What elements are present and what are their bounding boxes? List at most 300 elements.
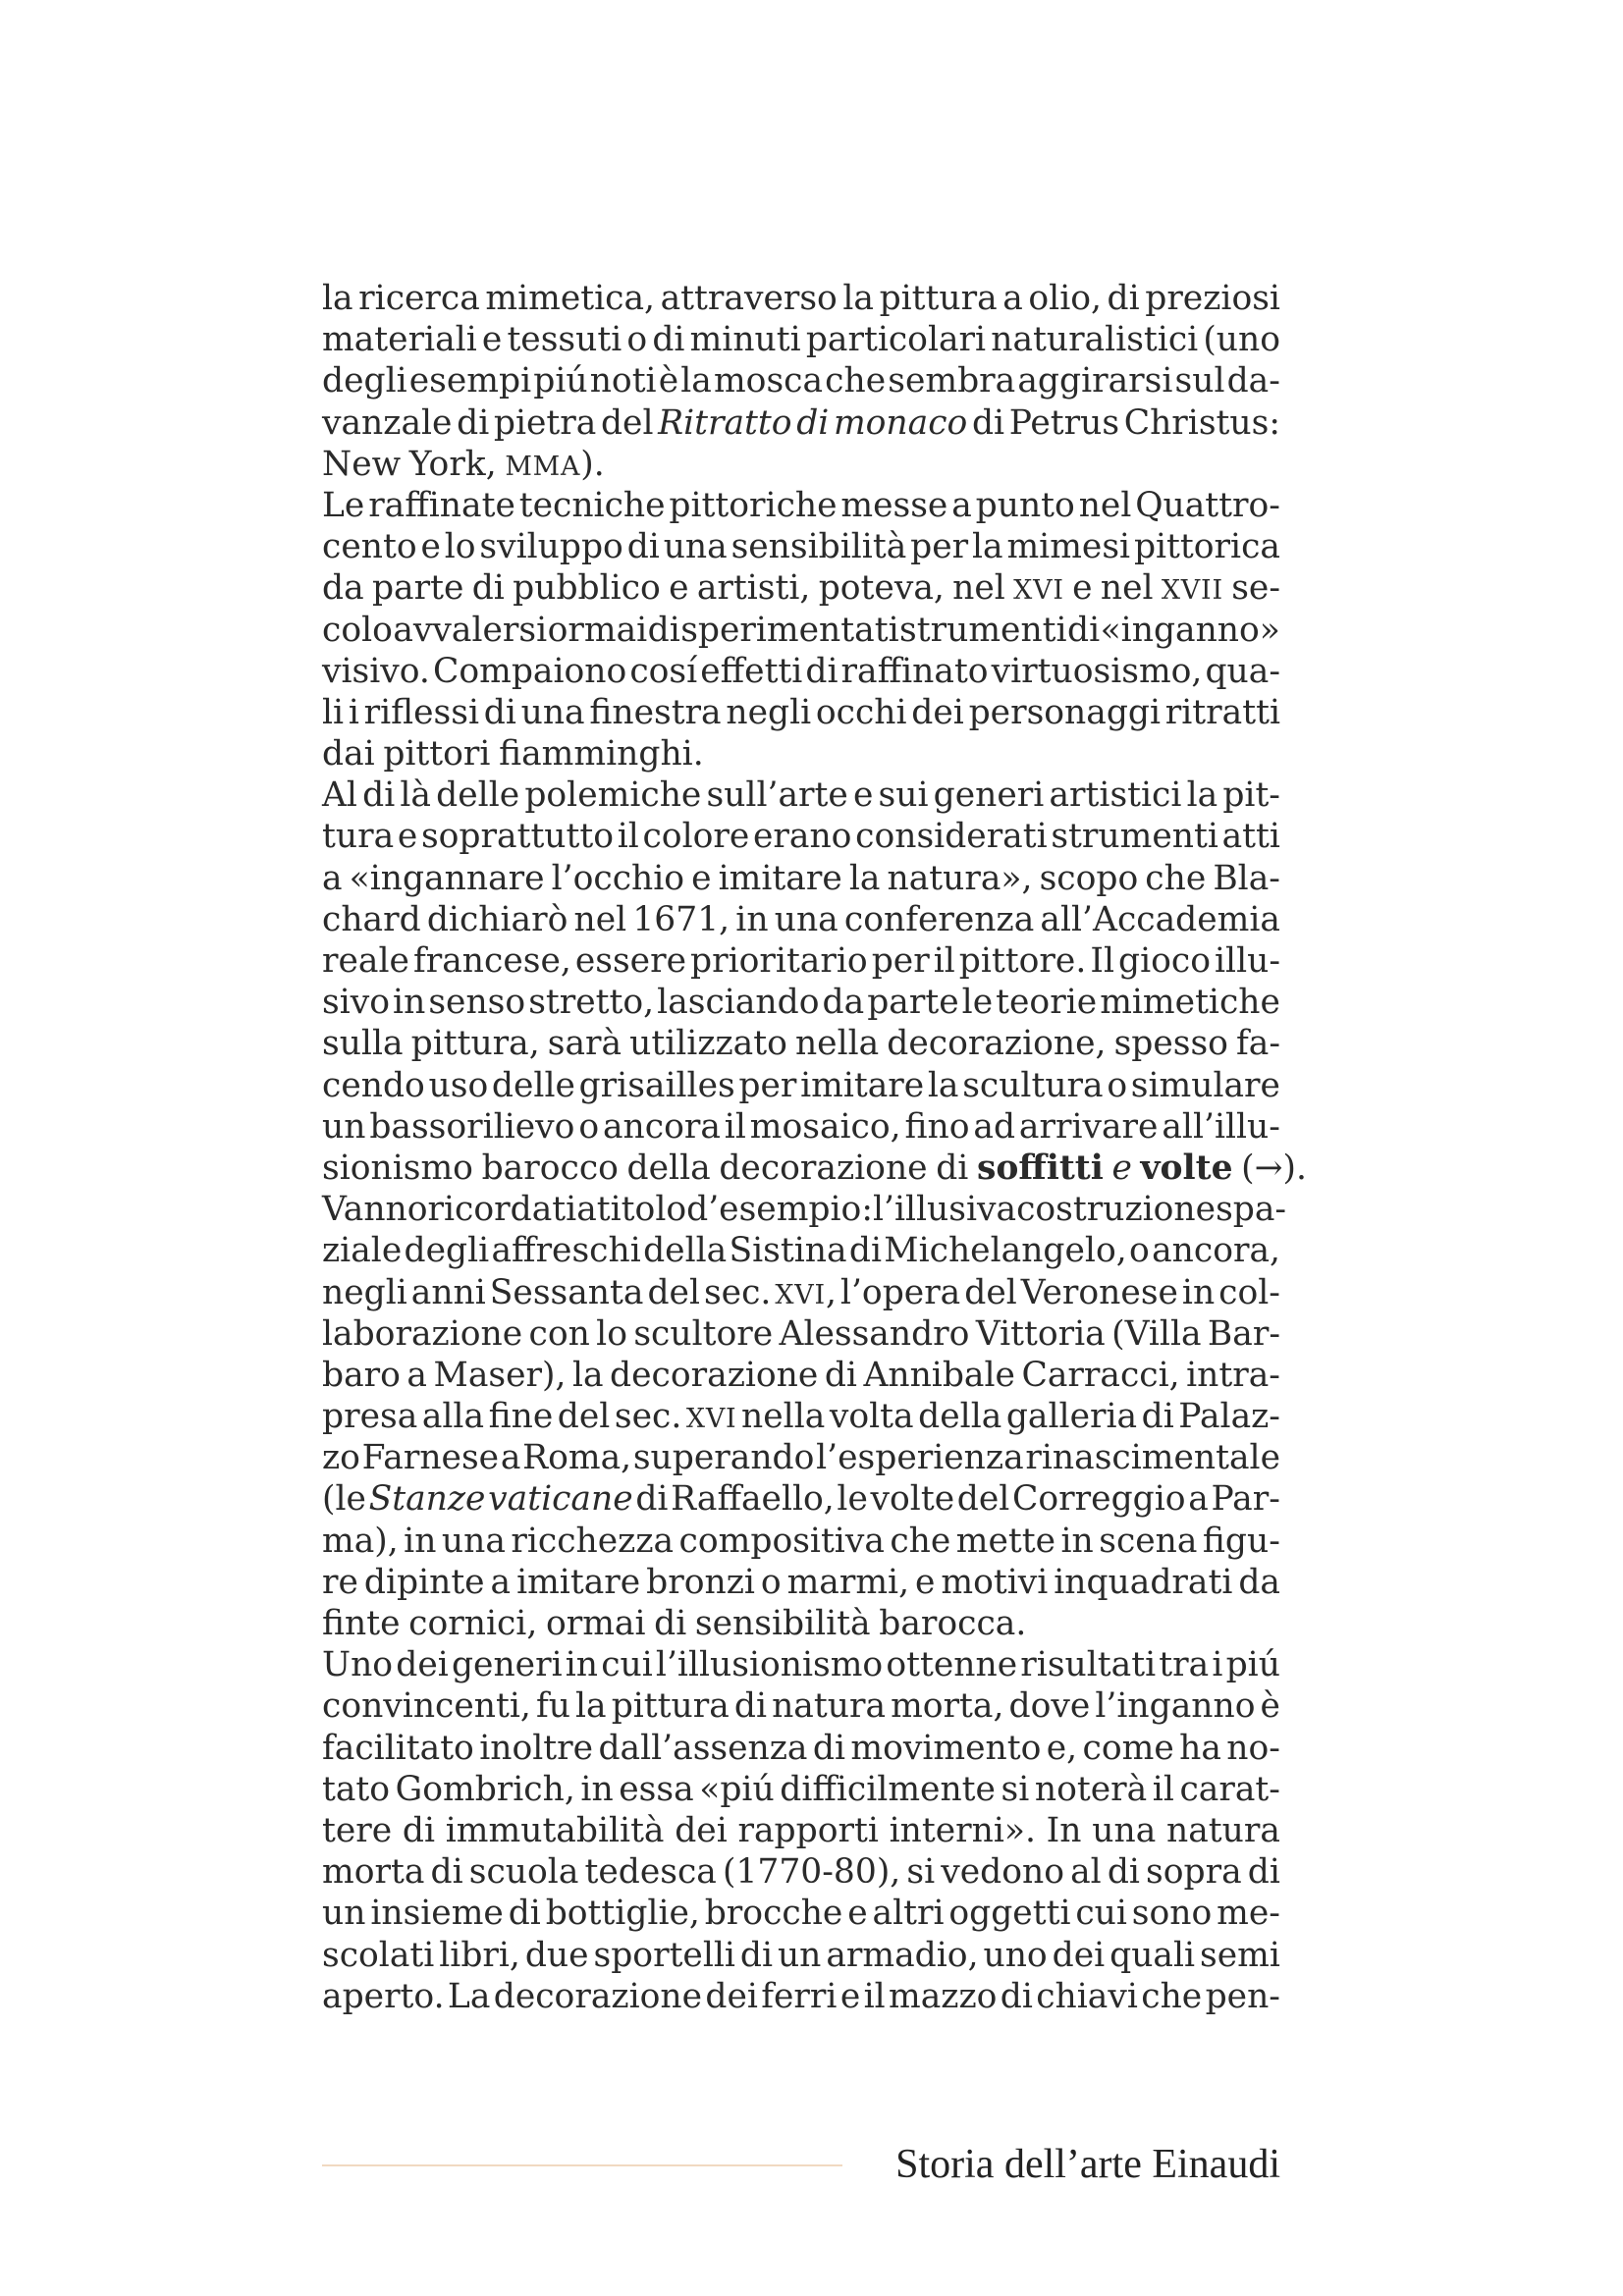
text-run: aggirarsi <box>1017 361 1173 401</box>
word <box>847 1893 867 1934</box>
text-run: pittura <box>611 1686 730 1727</box>
word <box>1132 1893 1212 1934</box>
word <box>422 1396 484 1437</box>
word <box>1146 1851 1242 1893</box>
text-run: fa- <box>1236 1024 1280 1064</box>
word <box>393 610 547 651</box>
text-run: d’esempio: <box>686 1190 873 1230</box>
text-run: presa <box>322 1397 418 1437</box>
text-run: di <box>471 568 505 609</box>
text-run: mosca <box>713 361 824 401</box>
text-run: ricordati <box>427 1190 577 1230</box>
text-run: Sistina <box>729 1231 847 1271</box>
word <box>750 1106 901 1148</box>
word <box>369 1478 486 1520</box>
word <box>657 982 819 1023</box>
text-run: a <box>1188 1479 1209 1520</box>
text-run: sec. <box>703 1272 772 1312</box>
footer-title: Storia dell’arte Einaudi <box>895 2142 1280 2187</box>
word <box>753 816 851 857</box>
text-run: morta, <box>891 1686 1004 1727</box>
word <box>618 816 639 857</box>
word <box>849 1230 882 1271</box>
word <box>863 1355 1015 1396</box>
word <box>322 1728 474 1769</box>
text-run: nel <box>573 899 627 939</box>
word <box>910 526 968 567</box>
word <box>656 1644 883 1685</box>
word <box>1165 692 1280 733</box>
text-run: illu- <box>1215 941 1280 981</box>
text-run: imitare <box>516 1562 641 1602</box>
word <box>1188 1478 1209 1520</box>
word <box>322 1478 366 1520</box>
text-run: bronzi <box>646 1562 755 1602</box>
word <box>654 1603 686 1644</box>
word <box>959 940 1087 982</box>
word <box>405 1230 490 1271</box>
word <box>349 692 359 733</box>
text-run: mimetiche <box>1100 983 1280 1023</box>
text-run: naturalistici <box>991 320 1199 360</box>
word <box>411 1272 486 1313</box>
text-run: al <box>1070 1852 1102 1893</box>
word <box>956 1521 1055 1562</box>
text-run: Quattro- <box>1135 485 1280 525</box>
word <box>648 610 680 651</box>
word <box>369 1106 574 1148</box>
word <box>887 1023 1106 1064</box>
text-run: ha <box>1179 1728 1221 1768</box>
text-run: le <box>837 1479 868 1520</box>
text-run: Palaz- <box>1178 1397 1280 1437</box>
text-run: ormai <box>545 1604 646 1643</box>
text-run: di <box>430 1852 463 1893</box>
word <box>1006 526 1130 567</box>
text-line <box>322 1728 1280 1769</box>
text-run: a <box>1002 279 1023 318</box>
word <box>629 1023 787 1064</box>
text-run: nella <box>794 1024 880 1064</box>
word <box>1083 1728 1174 1769</box>
word <box>632 899 730 940</box>
text-run: sull’arte <box>706 775 848 816</box>
text-run: generi <box>451 1645 563 1685</box>
word <box>1001 1769 1030 1810</box>
word <box>731 526 907 567</box>
word <box>574 899 627 940</box>
word <box>741 1396 825 1437</box>
text-run: ad <box>973 1106 1016 1147</box>
text-run: punto <box>975 485 1075 525</box>
word <box>1111 1148 1131 1189</box>
text-run: natura», <box>887 858 1033 898</box>
text-run: gioco <box>1118 941 1211 981</box>
text-run: senso <box>428 983 526 1023</box>
text-run: chard <box>322 899 421 939</box>
word <box>661 278 838 319</box>
word <box>1179 1728 1221 1769</box>
text-run: fine <box>488 1397 554 1437</box>
text-run: (uno <box>1203 320 1280 360</box>
word <box>1134 526 1280 567</box>
text-run: là <box>400 775 431 816</box>
text-run: riflessi <box>363 692 479 732</box>
word <box>322 1148 473 1189</box>
text-run: sivo <box>322 983 390 1023</box>
text-run: finestra <box>589 692 722 732</box>
word <box>837 1478 867 1520</box>
word <box>427 899 568 940</box>
word <box>364 692 479 733</box>
text-run: Raffaello, <box>671 1479 835 1520</box>
text-run: e <box>915 1562 936 1602</box>
text-run: di <box>824 1355 857 1395</box>
word <box>775 899 839 940</box>
text-run: ancora <box>602 1106 721 1147</box>
text-run: finte <box>322 1604 401 1643</box>
text-run: delle <box>491 1065 575 1105</box>
text-run: noti <box>589 361 657 401</box>
text-run: strumenti <box>899 610 1067 650</box>
word <box>488 1478 632 1520</box>
word <box>1118 940 1211 982</box>
word <box>972 402 1004 444</box>
text-run: francese, <box>412 941 571 981</box>
word <box>322 485 364 526</box>
word <box>452 1644 563 1685</box>
text-run: la <box>1186 775 1218 816</box>
word <box>1072 567 1092 609</box>
italic-text: Stanze <box>368 1479 486 1520</box>
text-run: sembra <box>888 361 1016 401</box>
word <box>575 1685 607 1727</box>
text-run: intra- <box>1186 1355 1280 1395</box>
word <box>884 1230 1126 1271</box>
word <box>469 1851 579 1893</box>
text-line <box>322 1065 1280 1106</box>
text-line <box>322 1478 1280 1520</box>
word <box>322 774 357 816</box>
word <box>1002 278 1023 319</box>
text-run: noterà <box>1034 1769 1148 1809</box>
word <box>479 526 622 567</box>
text-run: rinascimentale <box>1025 1438 1280 1478</box>
word <box>484 692 516 733</box>
text-run: costruzione <box>1016 1190 1217 1230</box>
text-run: di <box>635 1479 669 1520</box>
text-run: morta <box>322 1852 425 1893</box>
text-run: e <box>839 1976 861 2016</box>
text-run: scultore <box>633 1313 774 1354</box>
word <box>1021 1272 1178 1313</box>
text-run: «inganno» <box>1100 610 1280 650</box>
word <box>322 1065 425 1106</box>
text-run: figu- <box>1202 1521 1280 1561</box>
word <box>805 651 838 692</box>
text-run: di <box>1067 610 1101 650</box>
text-run: i <box>348 692 359 732</box>
text-run: ma), <box>322 1521 399 1561</box>
text-run: scultura <box>962 1065 1104 1105</box>
body-text <box>322 278 1307 2017</box>
text-run: teorie <box>996 983 1098 1023</box>
word <box>479 1728 593 1769</box>
text-run: negli <box>322 1272 407 1312</box>
word <box>864 1976 886 2017</box>
text-line <box>322 526 1280 567</box>
text-run: bottiglie, <box>545 1894 700 1934</box>
word <box>635 1478 668 1520</box>
text-run: esempi <box>408 361 532 401</box>
word <box>1001 1976 1033 2017</box>
word <box>834 402 967 444</box>
text-run: colo <box>322 610 393 650</box>
word <box>585 1851 717 1893</box>
text-run: in <box>1181 1272 1216 1312</box>
word <box>669 567 688 609</box>
word <box>723 1851 900 1893</box>
word <box>991 319 1198 360</box>
text-run: e, <box>1046 1728 1078 1768</box>
text-run: una <box>774 899 839 939</box>
word <box>633 1437 815 1478</box>
text-line <box>322 1644 1280 1685</box>
text-line <box>322 360 1280 401</box>
word <box>671 1478 835 1520</box>
text-run: per <box>738 1065 797 1105</box>
text-run: che <box>1145 858 1207 898</box>
text-run: laborazione <box>322 1313 523 1354</box>
text-run: degli <box>322 361 407 401</box>
word <box>322 1521 399 1562</box>
word <box>322 1396 417 1437</box>
word <box>977 1148 1104 1189</box>
text-run: l’inganno <box>1095 1686 1256 1727</box>
word <box>972 526 1003 567</box>
text-run: di <box>848 1231 882 1271</box>
word <box>1047 1728 1077 1769</box>
word <box>322 1313 522 1355</box>
word <box>589 692 721 733</box>
word <box>536 1685 570 1727</box>
text-run: per <box>871 941 930 981</box>
word <box>962 982 993 1023</box>
text-run: con <box>528 1313 590 1354</box>
word <box>408 1603 537 1644</box>
word <box>396 1644 449 1685</box>
text-line <box>322 1769 1280 1810</box>
text-run: delle <box>436 775 520 816</box>
word <box>1208 1313 1280 1355</box>
word <box>457 402 489 444</box>
text-run: sionismo <box>322 1148 473 1188</box>
word <box>825 360 886 401</box>
text-run: no- <box>1226 1728 1280 1768</box>
word <box>936 1148 968 1189</box>
word <box>482 1148 619 1189</box>
word <box>686 1396 737 1437</box>
word <box>686 1189 873 1230</box>
word <box>1186 1355 1280 1396</box>
word <box>322 1685 531 1727</box>
word <box>629 651 697 692</box>
word <box>580 1769 613 1810</box>
text-run: sono <box>1131 1894 1213 1934</box>
text-run: simulare <box>1130 1065 1280 1105</box>
text-run: immutabilità <box>445 1810 665 1850</box>
word <box>775 1272 837 1313</box>
text-run: ottenne <box>886 1645 1018 1685</box>
word <box>973 1106 1015 1148</box>
text-run: uno <box>983 1935 1048 1975</box>
text-run: marmi, <box>786 1562 910 1602</box>
word <box>322 1230 402 1271</box>
text-run: o <box>626 320 648 360</box>
word <box>1153 1769 1174 1810</box>
word <box>1054 1562 1232 1603</box>
text-run: se- <box>1231 568 1280 609</box>
word <box>1095 1685 1255 1727</box>
text-run: i <box>1212 1645 1223 1685</box>
word <box>597 1189 686 1230</box>
text-line <box>322 1023 1280 1064</box>
small-caps-text: XVI <box>1013 575 1064 607</box>
word <box>1101 610 1280 651</box>
text-run: Veronese <box>1020 1272 1178 1312</box>
text-run: oggetti <box>948 1894 1071 1934</box>
text-run: cendo <box>322 1065 425 1105</box>
word <box>996 982 1097 1023</box>
text-line <box>322 982 1280 1023</box>
text-run: li <box>322 692 345 732</box>
word <box>1200 1935 1280 1976</box>
word <box>1009 402 1119 444</box>
text-run: pit- <box>1222 775 1280 816</box>
word <box>1261 1685 1280 1727</box>
text-run: della <box>643 1231 728 1271</box>
italic-text: monaco <box>833 402 968 443</box>
text-line <box>322 816 1280 857</box>
word <box>322 1437 360 1478</box>
text-run: (→). <box>1241 1148 1307 1188</box>
word <box>976 485 1075 526</box>
word <box>890 1810 1036 1851</box>
paragraph <box>322 485 1280 774</box>
text-run: raffinato <box>840 651 989 691</box>
text-line <box>322 1313 1280 1355</box>
text-run: tra <box>1159 1645 1210 1685</box>
text-run: il <box>724 1106 746 1147</box>
word <box>322 444 401 485</box>
text-line <box>322 1230 1280 1271</box>
word <box>1036 1976 1138 2017</box>
word <box>928 1065 959 1106</box>
paragraph <box>322 278 1280 485</box>
text-run: sui <box>878 775 929 816</box>
word <box>705 1976 758 2017</box>
word <box>322 899 421 940</box>
word <box>813 1728 845 1769</box>
word <box>957 1478 1010 1520</box>
word <box>830 1396 914 1437</box>
text-run: ). <box>580 444 605 484</box>
text-run: all’illu- <box>1162 1106 1280 1147</box>
text-run: e <box>669 568 689 609</box>
word <box>633 1313 773 1355</box>
text-run: in <box>735 899 769 939</box>
word <box>816 1437 1024 1478</box>
word <box>322 1272 407 1313</box>
word <box>575 940 686 982</box>
word <box>1142 1396 1174 1437</box>
text-run: dei <box>1052 1935 1106 1975</box>
text-run: carat- <box>1179 1769 1280 1809</box>
text-run: scolati <box>322 1935 435 1975</box>
text-run: una <box>663 527 728 567</box>
text-run: Sessanta <box>489 1272 644 1312</box>
text-run: Christus: <box>1123 402 1280 443</box>
text-line <box>322 1810 1280 1851</box>
text-run: o <box>1129 1231 1150 1271</box>
text-run: dai <box>322 734 375 774</box>
word <box>948 1893 1070 1934</box>
text-run: motivi <box>941 1562 1049 1602</box>
italic-text: di <box>796 402 830 443</box>
word <box>322 858 343 899</box>
text-run: libri, <box>439 1935 520 1975</box>
text-run: artistici <box>1049 775 1182 816</box>
text-run: risultati <box>1020 1645 1157 1685</box>
text-run: poteva, <box>818 568 945 609</box>
word <box>872 940 930 982</box>
word <box>726 692 811 733</box>
word <box>1211 1478 1279 1520</box>
text-run: piú <box>533 361 588 401</box>
text-run: da- <box>1226 361 1280 401</box>
text-run: dichiarò <box>426 899 568 939</box>
word <box>734 1685 767 1727</box>
text-line <box>322 1272 1280 1313</box>
text-run: Il <box>1090 941 1114 981</box>
text-run: «ingannare <box>349 858 545 898</box>
text-run: In <box>1046 1810 1082 1850</box>
text-run: grisailles <box>578 1065 735 1105</box>
text-run: Vittoria <box>975 1313 1106 1354</box>
text-run: a <box>500 1438 521 1478</box>
text-line <box>322 1355 1280 1396</box>
word <box>322 692 344 733</box>
text-run: particolari <box>805 320 987 360</box>
word <box>1124 402 1280 444</box>
text-run: una <box>520 692 585 732</box>
text-run: Le <box>322 485 365 525</box>
word <box>941 1851 1064 1893</box>
text-run: di <box>1247 1852 1280 1893</box>
word <box>646 1562 755 1603</box>
word <box>598 1728 807 1769</box>
text-run: in <box>1060 1521 1094 1561</box>
word <box>1035 1769 1147 1810</box>
text-run: movimento <box>850 1728 1042 1768</box>
text-run: pittura, <box>410 1024 540 1064</box>
word <box>800 1065 924 1106</box>
text-run: York, <box>408 444 497 484</box>
word <box>1213 858 1280 899</box>
text-run: e <box>481 320 503 360</box>
text-run: la <box>848 858 881 898</box>
word <box>1236 1023 1280 1064</box>
